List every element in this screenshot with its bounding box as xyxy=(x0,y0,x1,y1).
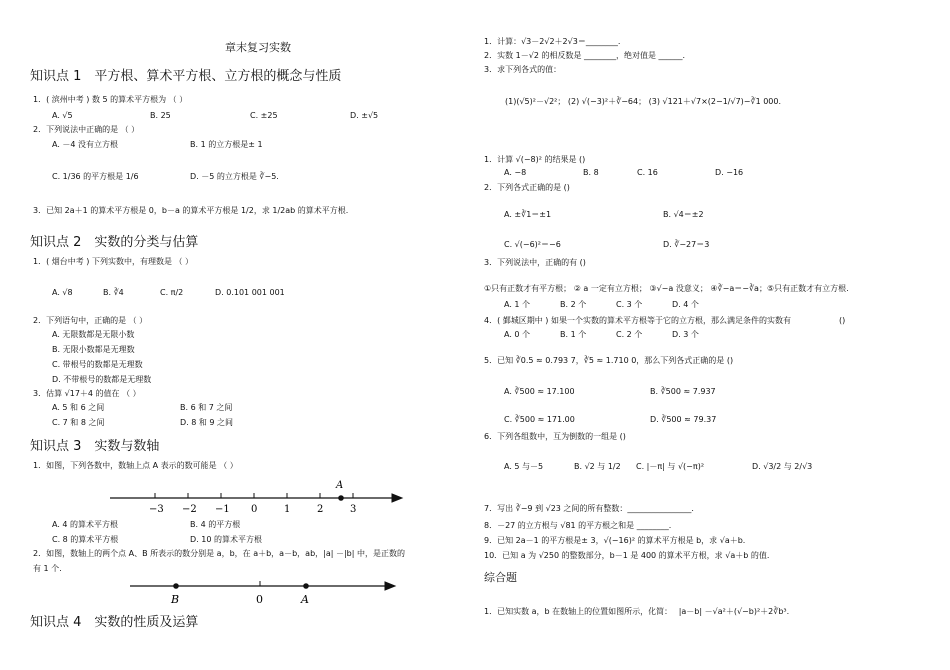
mc4-option-b: B. 1 个 xyxy=(560,330,587,339)
mc5-option-b: B. ∛500 ≈ 7.937 xyxy=(650,387,716,396)
q3-1-option-d: D. 10 的算术平方根 xyxy=(190,535,262,544)
q2-2-option-a: A. 无限数都是无限小数 xyxy=(52,330,135,339)
mc6-option-c: C. |－π| 与 √(−π)² xyxy=(636,462,705,471)
section-heading-1: 知识点 1 平方根、算术平方根、立方根的概念与性质 xyxy=(30,69,342,84)
q2-3-option-d: D. 8 和 9 之间 xyxy=(180,418,234,427)
axis-tick-label: 3 xyxy=(350,504,357,515)
q1-2-option-a: A. －4 没有立方根 xyxy=(52,140,119,149)
mc3-option-b: B. 2 个 xyxy=(560,300,587,309)
section-heading-3: 知识点 3 实数与数轴 xyxy=(30,439,160,454)
mc5-option-d: D. ∛500 ≈ 79.37 xyxy=(650,415,717,424)
mc2-option-a: A. ±∛1＝±1 xyxy=(504,210,552,219)
question-2-2: 2．下列语句中，正确的是 （ ） xyxy=(33,316,148,325)
q1-1-option-d: D. ±√5 xyxy=(350,111,379,120)
axis-tick-label: −2 xyxy=(182,504,197,515)
q2-1-option-d: D. 0.101 001 001 xyxy=(215,288,285,297)
mc-question-6: 6．下列各组数中，互为倒数的一组是 () xyxy=(484,432,626,441)
mc3-statements: ①只有正数才有平方根； ② a 一定有立方根； ③√−a 没意义； ④∛−a＝−∛a；⑤只有正数才有立方根. xyxy=(484,284,849,293)
question-3-2-line2: 有 1 个. xyxy=(33,564,62,573)
question-3-1: 1．如图，下列各数中，数轴上点 A 表示的数可能是 （ ） xyxy=(33,461,238,470)
right-q1: 1．计算：√3－2√2＋2√3＝________. xyxy=(484,37,621,46)
axis-tick-label: 2 xyxy=(317,504,324,515)
q1-2-option-b: B. 1 的立方根是± 1 xyxy=(190,140,263,149)
axis-tick-label: −1 xyxy=(215,504,230,515)
q2-2-option-d: D. 不带根号的数都是无理数 xyxy=(52,375,152,384)
mc2-option-b: B. √4＝±2 xyxy=(663,210,704,219)
mc1-option-a: A. −8 xyxy=(504,168,527,177)
fill-question-9: 9．已知 2a－1 的平方根是± 3，√(−16)² 的算术平方根是 b，求 √a＋b. xyxy=(484,536,746,545)
axis-tick-label: 1 xyxy=(284,504,291,515)
mc3-option-a: A. 1 个 xyxy=(504,300,531,309)
question-1-3: 3．已知 2a＋1 的算术平方根是 0，b－a 的算术平方根是 1/2，求 1/2ab 的算术平方根. xyxy=(33,206,349,215)
q3-1-option-a: A. 4 的算术平方根 xyxy=(52,520,119,529)
mc-question-3: 3．下列说法中，正确的有 () xyxy=(484,258,586,267)
final-question: 1．已知实数 a，b 在数轴上的位置如图所示，化简： |a－b| －√a²＋(√−b)²＋2∛b³. xyxy=(484,607,790,616)
q1-1-option-c: C. ±25 xyxy=(250,111,278,120)
mc-question-5: 5．已知 ∛0.5 ≈ 0.793 7，∛5 ≈ 1.710 0，那么下列各式正确的是 () xyxy=(484,356,734,365)
question-1-2: 2．下列说法中正确的是 （ ） xyxy=(33,125,140,134)
number-line-1 xyxy=(110,476,470,526)
right-q3: 3．求下列各式的值： xyxy=(484,65,562,74)
q2-3-option-a: A. 5 和 6 之间 xyxy=(52,403,105,412)
mc5-option-a: A. ∛500 ≈ 17.100 xyxy=(504,387,575,396)
mc5-option-c: C. ∛500 ≈ 171.00 xyxy=(504,415,575,424)
mc4-option-d: D. 3 个 xyxy=(672,330,699,339)
q1-2-option-c: C. 1/36 的平方根是 1/6 xyxy=(52,172,139,181)
mc-question-2: 2．下列各式正确的是 () xyxy=(484,183,570,192)
fill-question-10: 10．已知 a 为 √250 的整数部分，b－1 是 400 的算术平方根，求 √a＋b 的值. xyxy=(484,551,770,560)
mc-question-4: 4．( 鄞城区期中 ) 如果一个实数的算术平方根等于它的立方根，那么满足条件的实数有 () xyxy=(484,316,846,325)
mc1-option-d: D. −16 xyxy=(715,168,744,177)
section-heading-2: 知识点 2 实数的分类与估算 xyxy=(30,235,199,250)
mc2-option-d: D. ∛−27＝3 xyxy=(663,240,710,249)
mc4-option-c: C. 2 个 xyxy=(616,330,643,339)
q1-2-option-d: D. －5 的立方根是 ∛−5. xyxy=(190,172,279,181)
right-q2: 2．实数 1－√2 的相反数是 ________，绝对值是 ______. xyxy=(484,51,686,60)
point-a-label: A xyxy=(336,480,344,491)
q2-2-option-c: C. 带根号的数都是无理数 xyxy=(52,360,143,369)
q2-1-option-c: C. π/2 xyxy=(160,288,184,297)
q1-1-option-a: A. √5 xyxy=(52,111,73,120)
mc6-option-a: A. 5 与－5 xyxy=(504,462,544,471)
mc1-option-c: C. 16 xyxy=(637,168,658,177)
q3-1-option-b: B. 4 的平方根 xyxy=(190,520,241,529)
number-line-2 xyxy=(130,574,430,614)
question-1-1: 1．( 滨州中考 ) 数 5 的算术平方根为 （ ） xyxy=(33,95,188,104)
axis-tick-label: 0 xyxy=(251,504,258,515)
point-b-label: B xyxy=(171,593,180,606)
mc4-option-a: A. 0 个 xyxy=(504,330,531,339)
question-3-2-line1: 2．如图，数轴上的两个点 A、B 所表示的数分别是 a，b，在 a＋b，a－b，ab，|a| －|b| 中，是正数的 xyxy=(33,549,405,558)
fill-question-7: 7．写出 ∛−9 到 √23 之间的所有整数：________________. xyxy=(484,504,694,513)
q3-1-option-c: C. 8 的算术平方根 xyxy=(52,535,119,544)
mc-question-1: 1．计算 √(−8)² 的结果是 () xyxy=(484,155,586,164)
q2-1-option-b: B. ∛4 xyxy=(103,288,124,297)
calc-expression: (1)(√5)²－√2²； (2) √(−3)²＋∛−64； (3) √121＋√7×(2−1/√7)−∛1 000. xyxy=(505,97,782,106)
mc3-option-c: C. 3 个 xyxy=(616,300,643,309)
point-a-label: A xyxy=(301,593,309,606)
mc6-option-d: D. √3/2 与 2/√3 xyxy=(752,462,813,471)
fill-question-8: 8．－27 的立方根与 √81 的平方根之和是 ________. xyxy=(484,521,672,530)
q1-1-option-b: B. 25 xyxy=(150,111,171,120)
mc1-option-b: B. 8 xyxy=(583,168,599,177)
mc2-option-c: C. √(−6)²＝−6 xyxy=(504,240,561,249)
q2-2-option-b: B. 无限小数都是无理数 xyxy=(52,345,135,354)
question-2-1: 1．( 烟台中考 ) 下列实数中，有理数是 （ ） xyxy=(33,257,194,266)
question-2-3: 3．估算 √17＋4 的值在 （ ） xyxy=(33,389,141,398)
origin-label: 0 xyxy=(256,593,263,606)
q2-1-option-a: A. √8 xyxy=(52,288,73,297)
q2-3-option-b: B. 6 和 7 之间 xyxy=(180,403,233,412)
q2-3-option-c: C. 7 和 8 之间 xyxy=(52,418,105,427)
axis-tick-label: −3 xyxy=(149,504,164,515)
section-heading-4: 知识点 4 实数的性质及运算 xyxy=(30,615,199,630)
page-title: 章末复习实数 xyxy=(225,41,291,54)
mc6-option-b: B. √2 与 1/2 xyxy=(574,462,621,471)
section-heading-comprehensive: 综合题 xyxy=(484,571,517,584)
mc3-option-d: D. 4 个 xyxy=(672,300,699,309)
